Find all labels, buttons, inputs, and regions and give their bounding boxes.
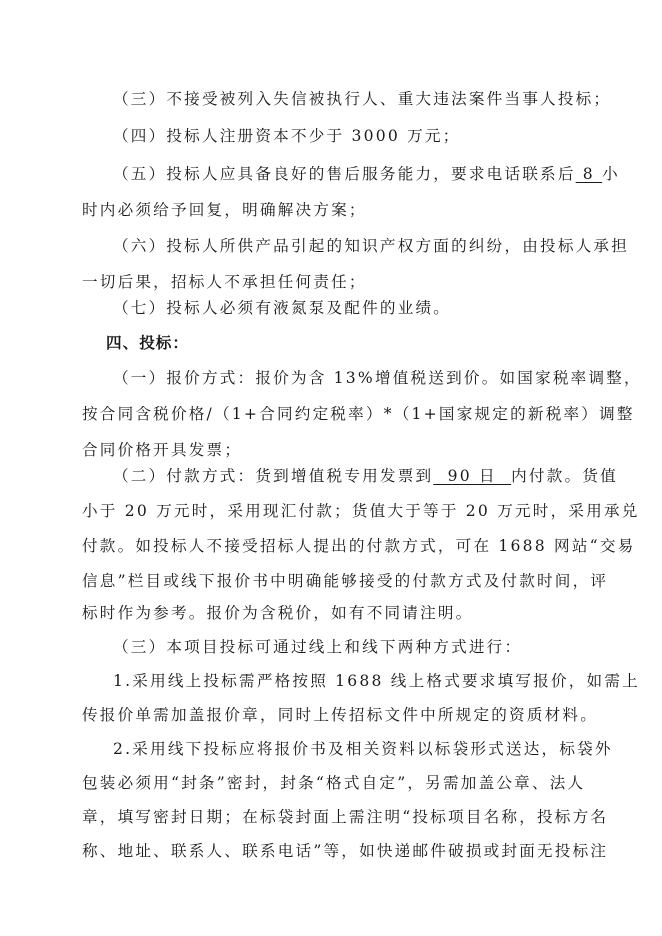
payment-line	[113, 466, 618, 486]
payment-cont-3: 信息”栏目或线下报价书中明确能够接受的付款方式及付款时间，评	[82, 572, 609, 590]
offline-bid-line: 2.采用线下投标应将报价书及相关资料以标袋形式送达，标袋外	[113, 740, 613, 758]
clause-6-line: （六）投标人所供产品引起的知识产权方面的纠纷，由投标人承担	[113, 237, 630, 255]
response-hours-value: 8	[575, 165, 603, 183]
payment-cont-2: 付款。如投标人不接受招标人提出的付款方式，可在 1688 网站“交易	[82, 537, 636, 555]
payment-text: （二）付款方式：货到增值税专用发票到	[113, 467, 434, 485]
payment-days-value: 90 日	[433, 467, 512, 485]
offline-bid-cont-2: 章，填写密封日期；在标袋封面上需注明“投标项目名称，投标方名	[82, 808, 609, 826]
clause-4-line: （四）投标人注册资本不少于 3000 万元；	[113, 127, 461, 145]
clause-6-cont: 一切后果，招标人不承担任何责任；	[82, 273, 367, 291]
clause-7-line: （七）投标人必须有液氮泵及配件的业绩。	[113, 299, 452, 317]
pricing-cont-1: 按合同含税价格/（1+合同约定税率）*（1+国家规定的新税率）调整	[82, 405, 635, 423]
clause-5-tail: 小	[602, 165, 620, 183]
payment-cont-1: 小于 20 万元时，采用现汇付款；货值大于等于 20 万元时，采用承兑	[82, 502, 640, 520]
online-bid-line: 1.采用线上投标需严格按照 1688 线上格式要求填写报价，如需上	[113, 672, 640, 690]
section-heading-bidding: 四、投标：	[106, 333, 189, 352]
pricing-cont-2: 合同价格开具发票；	[82, 441, 243, 459]
offline-bid-cont-3: 称、地址、联系人、联系电话”等，如快递邮件破损或封面无投标注	[82, 842, 609, 860]
clause-5-cont: 时内必须给予回复，明确解决方案；	[82, 201, 367, 219]
offline-bid-cont-1: 包装必须用“封条”密封，封条“格式自定”，另需加盖公章、法人	[82, 774, 586, 792]
payment-tail: 内付款。货值	[511, 467, 618, 485]
clause-3-line: （三）不接受被列入失信被执行人、重大违法案件当事人投标；	[113, 90, 612, 108]
online-bid-cont: 传报价单需加盖报价章，同时上传招标文件中所规定的资质材料。	[82, 706, 599, 724]
clause-5-text: （五）投标人应具备良好的售后服务能力，要求电话联系后	[113, 165, 576, 183]
clause-5-line	[113, 164, 620, 184]
payment-cont-4: 标时作为参考。报价为含税价，如有不同请注明。	[82, 604, 474, 622]
pricing-line: （一）报价方式：报价为含 13%增值税送到价。如国家税率调整，	[113, 369, 642, 387]
bid-methods-line: （三）本项目投标可通过线上和线下两种方式进行：	[113, 638, 523, 656]
